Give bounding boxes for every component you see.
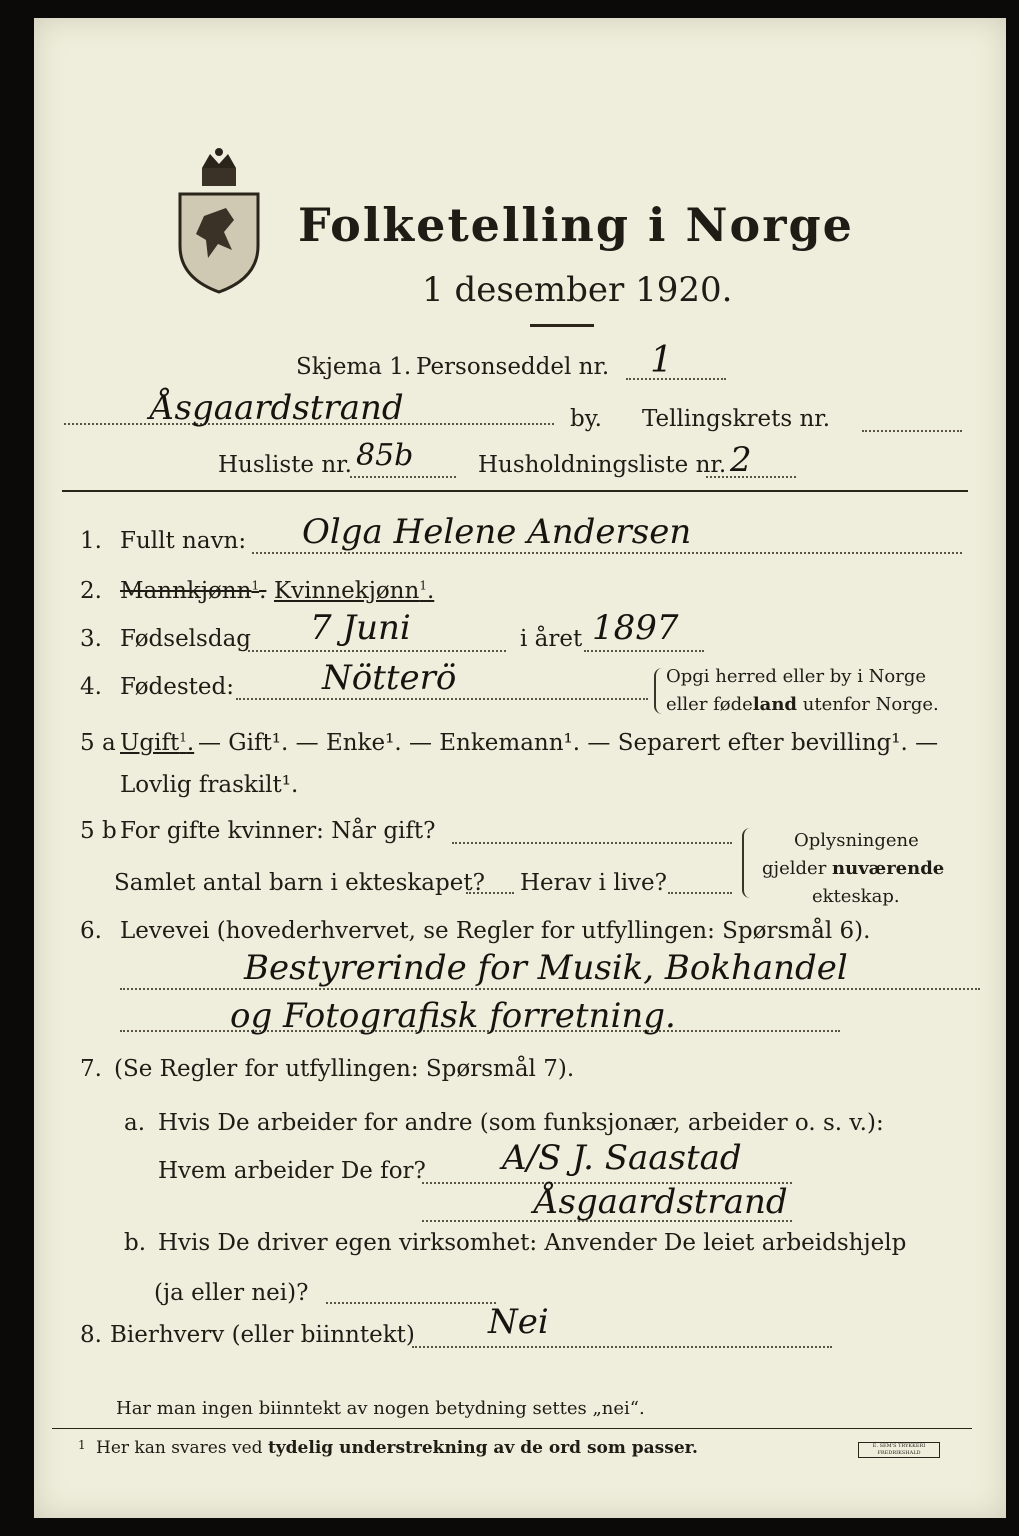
footer-note: Har man ingen biinntekt av nogen betydning settes „nei“. <box>116 1398 645 1419</box>
q4-value: Nötterö <box>322 658 457 698</box>
q7b-question: (ja eller nei)? <box>154 1280 309 1306</box>
by-label: by. <box>570 406 602 432</box>
form-title: Folketelling i Norge <box>298 198 854 252</box>
q7b-letter: b. <box>124 1230 147 1256</box>
q2-number: 2. <box>80 578 102 604</box>
q5b-note-2: gjelder nuværende <box>762 858 945 879</box>
q5a-number: 5 a <box>80 730 116 756</box>
q5b-note-3: ekteskap. <box>812 886 900 907</box>
q8-value: Nei <box>488 1302 549 1342</box>
personseddel-value: 1 <box>650 340 673 381</box>
q5a-ugift: Ugift$^1$. <box>120 730 195 756</box>
skjema-label: Skjema 1. <box>296 354 412 380</box>
husliste-line <box>350 476 456 478</box>
q7a-letter: a. <box>124 1110 146 1136</box>
q5b-live-line <box>668 892 732 894</box>
q8-label: Bierhverv (eller biinntekt) <box>110 1322 415 1348</box>
q1-label: Fullt navn: <box>120 528 247 554</box>
q4-brace <box>654 668 664 714</box>
header-rule <box>62 490 968 492</box>
q3-year-label: i året <box>520 626 583 652</box>
q1-line <box>252 552 962 554</box>
place-value: Åsgaardstrand <box>150 388 404 428</box>
q5b-live-label: Herav i live? <box>520 870 667 896</box>
q5b-note-1: Oplysningene <box>794 830 919 851</box>
q4-note-1: Opgi herred eller by i Norge <box>666 666 927 687</box>
q5a-options: — Gift¹. — Enke¹. — Enkemann¹. — Separert efter bevilling¹. — <box>198 730 939 756</box>
q7a-value-2: Åsgaardstrand <box>534 1182 788 1222</box>
tellingskrets-line <box>862 430 962 432</box>
q7-label: (Se Regler for utfyllingen: Spørsmål 7). <box>114 1056 575 1082</box>
q5b-label: For gifte kvinner: Når gift? <box>120 818 436 844</box>
q5b-number: 5 b <box>80 818 117 844</box>
q7a-value-1: A/S J. Saastad <box>502 1138 742 1178</box>
q5b-line-2: Samlet antal barn i ekteskapet? <box>114 870 485 896</box>
husholdning-label: Husholdningsliste nr. <box>478 452 727 478</box>
q3-number: 3. <box>80 626 102 652</box>
q7b-text: Hvis De driver egen virksomhet: Anvender De leiet arbeidshjelp <box>158 1230 907 1256</box>
q4-label: Fødested: <box>120 674 235 700</box>
q3-year-value: 1897 <box>592 608 679 648</box>
personseddel-label: Personseddel nr. <box>416 354 610 380</box>
q8-number: 8. <box>80 1322 102 1348</box>
q2-female: Kvinnekjønn$^1$. <box>274 578 435 604</box>
husliste-label: Husliste nr. <box>218 452 352 478</box>
tellingskrets-label: Tellingskrets nr. <box>642 406 831 432</box>
husliste-value: 85b <box>356 438 414 473</box>
q2-male: Mannkjønn$^1$. <box>120 578 267 604</box>
q6-value-2: og Fotografisk forretning. <box>230 996 676 1036</box>
q6-value-1: Bestyrerinde for Musik, Bokhandel <box>244 948 848 988</box>
form-date: 1 desember 1920. <box>422 270 733 310</box>
q3-value: 7 Juni <box>310 608 411 648</box>
q5b-brace <box>742 828 752 898</box>
q5b-barn-line <box>466 892 514 894</box>
q1-number: 1. <box>80 528 102 554</box>
husholdning-value: 2 <box>730 440 752 480</box>
q3-line <box>248 650 506 652</box>
q7a-text: Hvis De arbeider for andre (som funksjonær, arbeider o. s. v.): <box>158 1110 884 1136</box>
q4-note-2: eller fødeland utenfor Norge. <box>666 694 939 715</box>
q3-year-line <box>584 650 704 652</box>
census-form <box>34 18 1006 1518</box>
q8-line <box>412 1346 832 1348</box>
q4-number: 4. <box>80 674 102 700</box>
footnote-mark: 1 <box>78 1438 86 1452</box>
q3-label: Fødselsdag <box>120 626 252 652</box>
q1-value: Olga Helene Andersen <box>302 512 692 552</box>
coat-of-arms-icon <box>174 146 264 294</box>
q6-line-1 <box>120 988 980 990</box>
footer-rule <box>52 1428 972 1429</box>
q7-number: 7. <box>80 1056 102 1082</box>
q6-number: 6. <box>80 918 102 944</box>
q7b-line <box>326 1302 496 1304</box>
title-rule <box>530 324 594 327</box>
q7a-question: Hvem arbeider De for? <box>158 1158 426 1184</box>
q4-line <box>236 698 648 700</box>
printer-stamp: E. SEM'S TRYKKERI FREDRIKSHALD <box>858 1442 940 1458</box>
personseddel-line <box>626 378 726 380</box>
q5a-line-2: Lovlig fraskilt¹. <box>120 772 299 798</box>
footnote-text: Her kan svares ved tydelig understrekning av de ord som passer. <box>96 1438 698 1458</box>
q6-label: Levevei (hovederhvervet, se Regler for utfyllingen: Spørsmål 6). <box>120 918 871 944</box>
q5b-line-1 <box>452 842 732 844</box>
